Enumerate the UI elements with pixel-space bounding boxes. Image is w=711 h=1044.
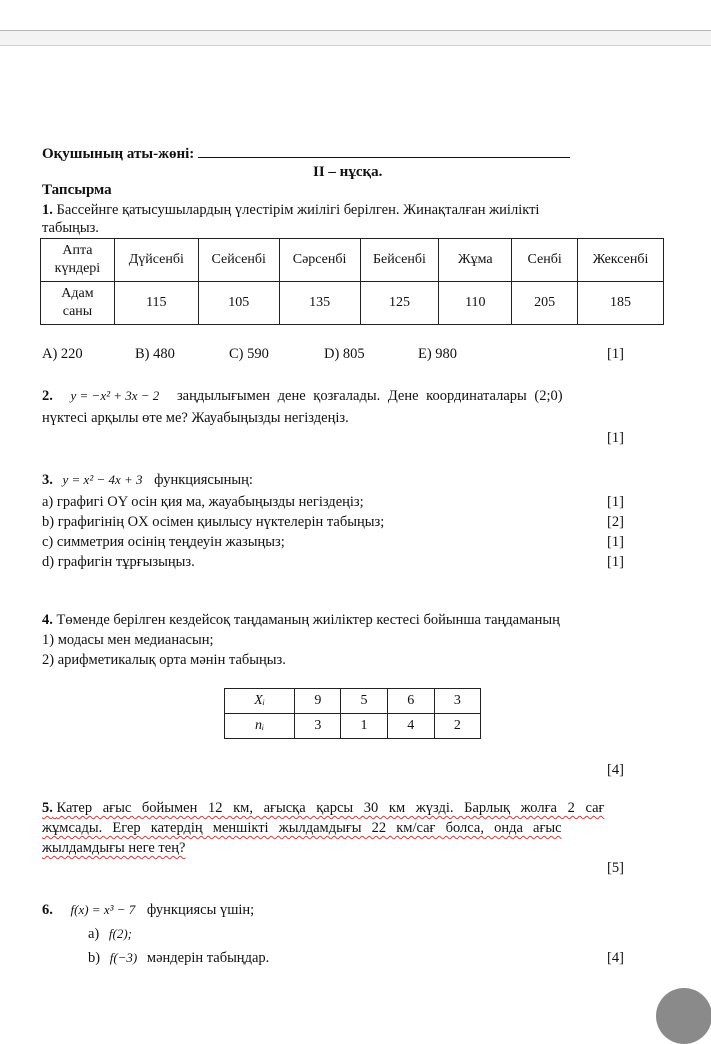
- ni-cell: 2: [434, 714, 480, 739]
- q1-option-e: E) 980: [418, 346, 458, 362]
- xi-cell: 3: [434, 689, 480, 714]
- xi-cell: 9: [295, 689, 341, 714]
- ni-label: nᵢ: [225, 714, 295, 739]
- q1-mark: [1]: [607, 346, 624, 362]
- q5-line1: [42, 800, 664, 817]
- q3-item-b: b) графигінің OX осімен қиылысу нүктелерін табыңыз;: [42, 514, 385, 530]
- student-name-label: Оқушының аты-жөні:: [42, 146, 195, 162]
- row-header-people: Адам саны: [41, 282, 115, 325]
- q1-text-line1: Бассейнге қатысушылардың үлестірім жиілігі берілген. Жинақталған жиілікті: [56, 202, 540, 218]
- q4-line1: [42, 612, 560, 629]
- day-cell: Жұма: [439, 239, 512, 282]
- q6-item-a-label: a): [88, 926, 100, 942]
- count-cell: 110: [439, 282, 512, 325]
- q3-item-d: d) графигін тұрғызыңыз.: [42, 554, 195, 570]
- table-row-counts: [41, 282, 664, 325]
- q4-text-line1: Төменде берілген кездейсоқ таңдаманың жиіліктер кестесі бойынша таңдаманың: [56, 612, 560, 628]
- q3-item-a-mark: [1]: [607, 494, 624, 510]
- q2-formula: y = −x² + 3x − 2: [70, 388, 160, 403]
- q3-formula: y = x² − 4x + 3: [62, 472, 143, 487]
- q5-mark: [5]: [607, 860, 624, 876]
- q6-intro: функциясы үшін;: [146, 902, 255, 918]
- q6-item-b-formula: f(−3): [109, 950, 138, 965]
- q1-frequency-table: [40, 238, 664, 325]
- q2-text-line2: нүктесі арқылы өте ме? Жауабыңызды негіздеңіз.: [42, 410, 349, 426]
- q3-item-a: a) графигі OY осін қия ма, жауабыңызды негіздеңіз;: [42, 494, 364, 510]
- q3-line1: [42, 472, 253, 489]
- count-cell: 125: [360, 282, 439, 325]
- q1-option-b: B) 480: [135, 346, 175, 362]
- q3-item-d-mark: [1]: [607, 554, 624, 570]
- q4-text-line3: 2) арифметикалық орта мәнін табыңыз.: [42, 652, 286, 668]
- q4-text-line2: 1) модасы мен медианасын;: [42, 632, 214, 648]
- task-heading: Тапсырма: [42, 182, 112, 198]
- q5-text-line3: жылдамдығы неге тең?: [42, 840, 186, 856]
- ni-cell: 1: [341, 714, 387, 739]
- q6-line1: [42, 902, 254, 919]
- q4-number: 4.: [42, 612, 53, 628]
- day-cell: Бейсенбі: [360, 239, 439, 282]
- day-cell: Сенбі: [512, 239, 578, 282]
- q4-mark: [4]: [607, 762, 624, 778]
- q1-option-c: C) 590: [229, 346, 269, 362]
- q2-number: 2.: [42, 388, 53, 404]
- q6-item-a: [88, 926, 132, 943]
- count-cell: 205: [512, 282, 578, 325]
- q6-mark: [4]: [607, 950, 624, 966]
- q1-option-a: A) 220: [42, 346, 83, 362]
- xi-cell: 5: [341, 689, 387, 714]
- row-header-days: Апта күндері: [41, 239, 115, 282]
- q6-item-b-label: b): [88, 950, 101, 966]
- count-cell: 115: [114, 282, 198, 325]
- count-cell: 185: [578, 282, 664, 325]
- q5-number: 5.: [42, 800, 53, 816]
- q6-item-b: [88, 950, 269, 967]
- xi-cell: 6: [387, 689, 434, 714]
- q1-line1: [42, 202, 539, 219]
- day-cell: Сәрсенбі: [279, 239, 360, 282]
- q2-line1: [42, 388, 664, 405]
- floating-action-button[interactable]: [656, 988, 711, 1044]
- q2-mark: [1]: [607, 430, 624, 446]
- q6-item-b-text: мәндерін табыңдар.: [146, 950, 270, 966]
- q3-item-c: c) симметрия осінің теңдеуін жазыңыз;: [42, 534, 285, 550]
- xi-label: Xᵢ: [225, 689, 295, 714]
- q5-text-line2: жұмсады. Егер катердің меншікті жылдамдығы 22 км/сағ болса, онда ағыс: [42, 820, 562, 836]
- q6-formula: f(x) = x³ − 7: [70, 902, 136, 917]
- student-name-line: [42, 143, 570, 163]
- q3-item-c-mark: [1]: [607, 534, 624, 550]
- q6-number: 6.: [42, 902, 53, 918]
- q1-number: 1.: [42, 202, 53, 218]
- q3-item-b-mark: [2]: [607, 514, 624, 530]
- q3-intro: функциясының:: [154, 472, 253, 488]
- count-cell: 105: [198, 282, 279, 325]
- q1-text-line2: табыңыз.: [42, 220, 99, 236]
- count-cell: 135: [279, 282, 360, 325]
- ni-cell: 3: [295, 714, 341, 739]
- q5-text-line1: Катер ағыс бойымен 12 км, ағысқа қарсы 30 км жүзді. Барлық жолға 2 сағ: [56, 800, 605, 816]
- q6-item-a-formula: f(2);: [108, 926, 132, 941]
- day-cell: Дүйсенбі: [114, 239, 198, 282]
- table-row-ni: [225, 714, 481, 739]
- day-cell: Жексенбі: [578, 239, 664, 282]
- table-row-xi: [225, 689, 481, 714]
- q3-number: 3.: [42, 472, 53, 488]
- q1-option-d: D) 805: [324, 346, 365, 362]
- student-name-blank[interactable]: [198, 143, 570, 158]
- top-toolbar-strip: [0, 30, 711, 46]
- variant-title: II – нұсқа.: [313, 164, 383, 180]
- q4-sample-table: [224, 688, 481, 739]
- table-row-days: [41, 239, 664, 282]
- ni-cell: 4: [387, 714, 434, 739]
- q2-text-line1: заңдылығымен дене қозғалады. Дене координаталары (2;0): [176, 388, 563, 404]
- day-cell: Сейсенбі: [198, 239, 279, 282]
